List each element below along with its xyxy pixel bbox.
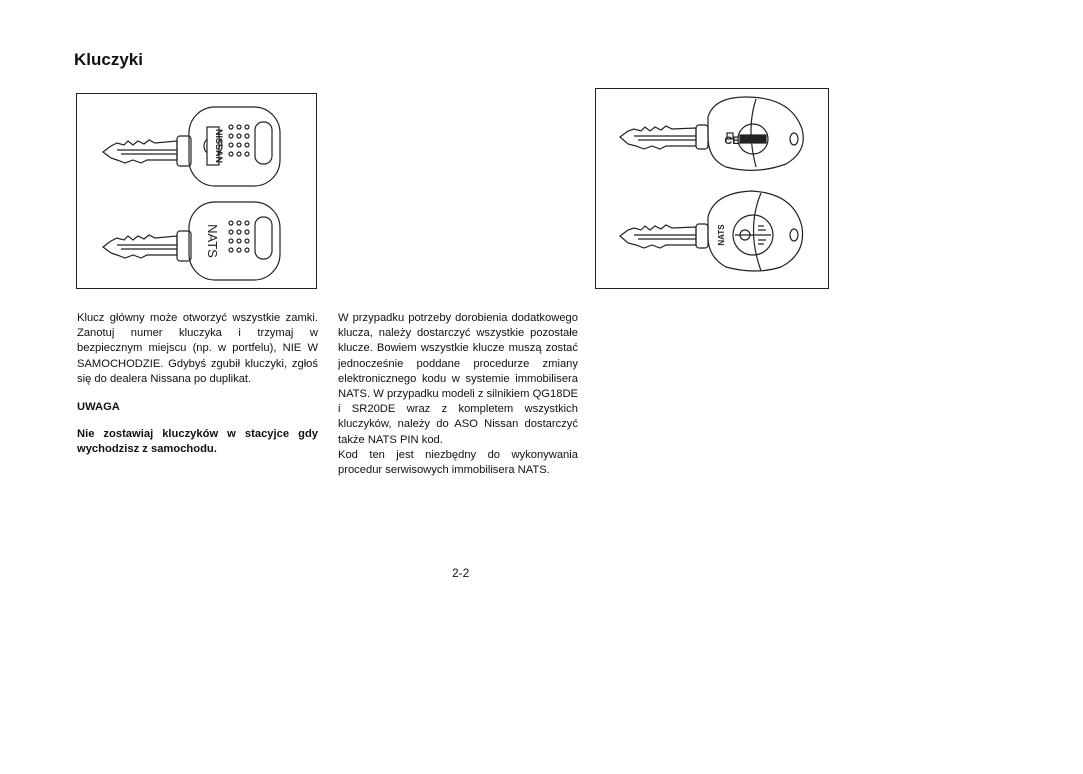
keys-illustration-remote	[595, 88, 829, 289]
ce-mark: CE	[724, 135, 740, 147]
keys-illustration-standard	[76, 93, 317, 289]
left-text-column	[77, 311, 318, 458]
grip-dots-bottom	[229, 221, 249, 252]
key-head-top	[177, 107, 280, 186]
warning-title: UWAGA	[77, 401, 120, 414]
key-blade-top	[103, 140, 177, 163]
standard-keys-drawing	[77, 94, 316, 288]
remote-keys-drawing	[596, 89, 828, 288]
nats-label-left: NATS	[205, 224, 220, 258]
pin-code-paragraph: Kod ten jest niezbędny do wykonywania procedur serwisowych immobilisera NATS.	[338, 448, 578, 477]
right-text-column	[338, 311, 578, 478]
warning-text: Nie zostawiaj kluczyków w stacyjce gdy wychodzisz z samochodu.	[77, 428, 318, 456]
remote-key-head-top	[708, 97, 803, 170]
page-title: Kluczyki	[74, 50, 143, 69]
remote-buttons-icon	[733, 215, 773, 255]
key-info-paragraph: Klucz główny może otworzyć wszystkie zamki. Zanotuj numer kluczyka i trzymaj w bezpiecznym miejscu (np. w portfelu), NIE W SAMOCHODZIE. Gdybyś zgubił kluczyki, zgłoś się do dealera Nissana po duplikat.	[77, 312, 318, 385]
nats-label-right: NATS	[717, 224, 726, 246]
duplicate-key-paragraph: W przypadku potrzeby dorobienia dodatkowego klucza, należy dostarczyć wszystkie pozostałe klucze. Bowiem wszystkie klucze muszą zostać jednocześnie poddane procedurze zmiany elektronicznego kodu w systemie immobilisera NATS. W przypadku modeli z silnikiem QG18DE i SR20DE wraz z kompletem wszystkich kluczyków, należy do ASO Nissan dostarczyć także NATS PIN kod.	[338, 312, 578, 446]
remote-key-blade-bottom	[620, 224, 708, 248]
remote-key-blade-top	[620, 125, 708, 149]
grip-dots-top	[229, 125, 249, 156]
key-blade-bottom	[103, 235, 177, 258]
nissan-brand-label: NISSAN	[214, 128, 224, 164]
nissan-emblem-icon	[738, 124, 768, 154]
page-number: 2-2	[452, 566, 470, 580]
